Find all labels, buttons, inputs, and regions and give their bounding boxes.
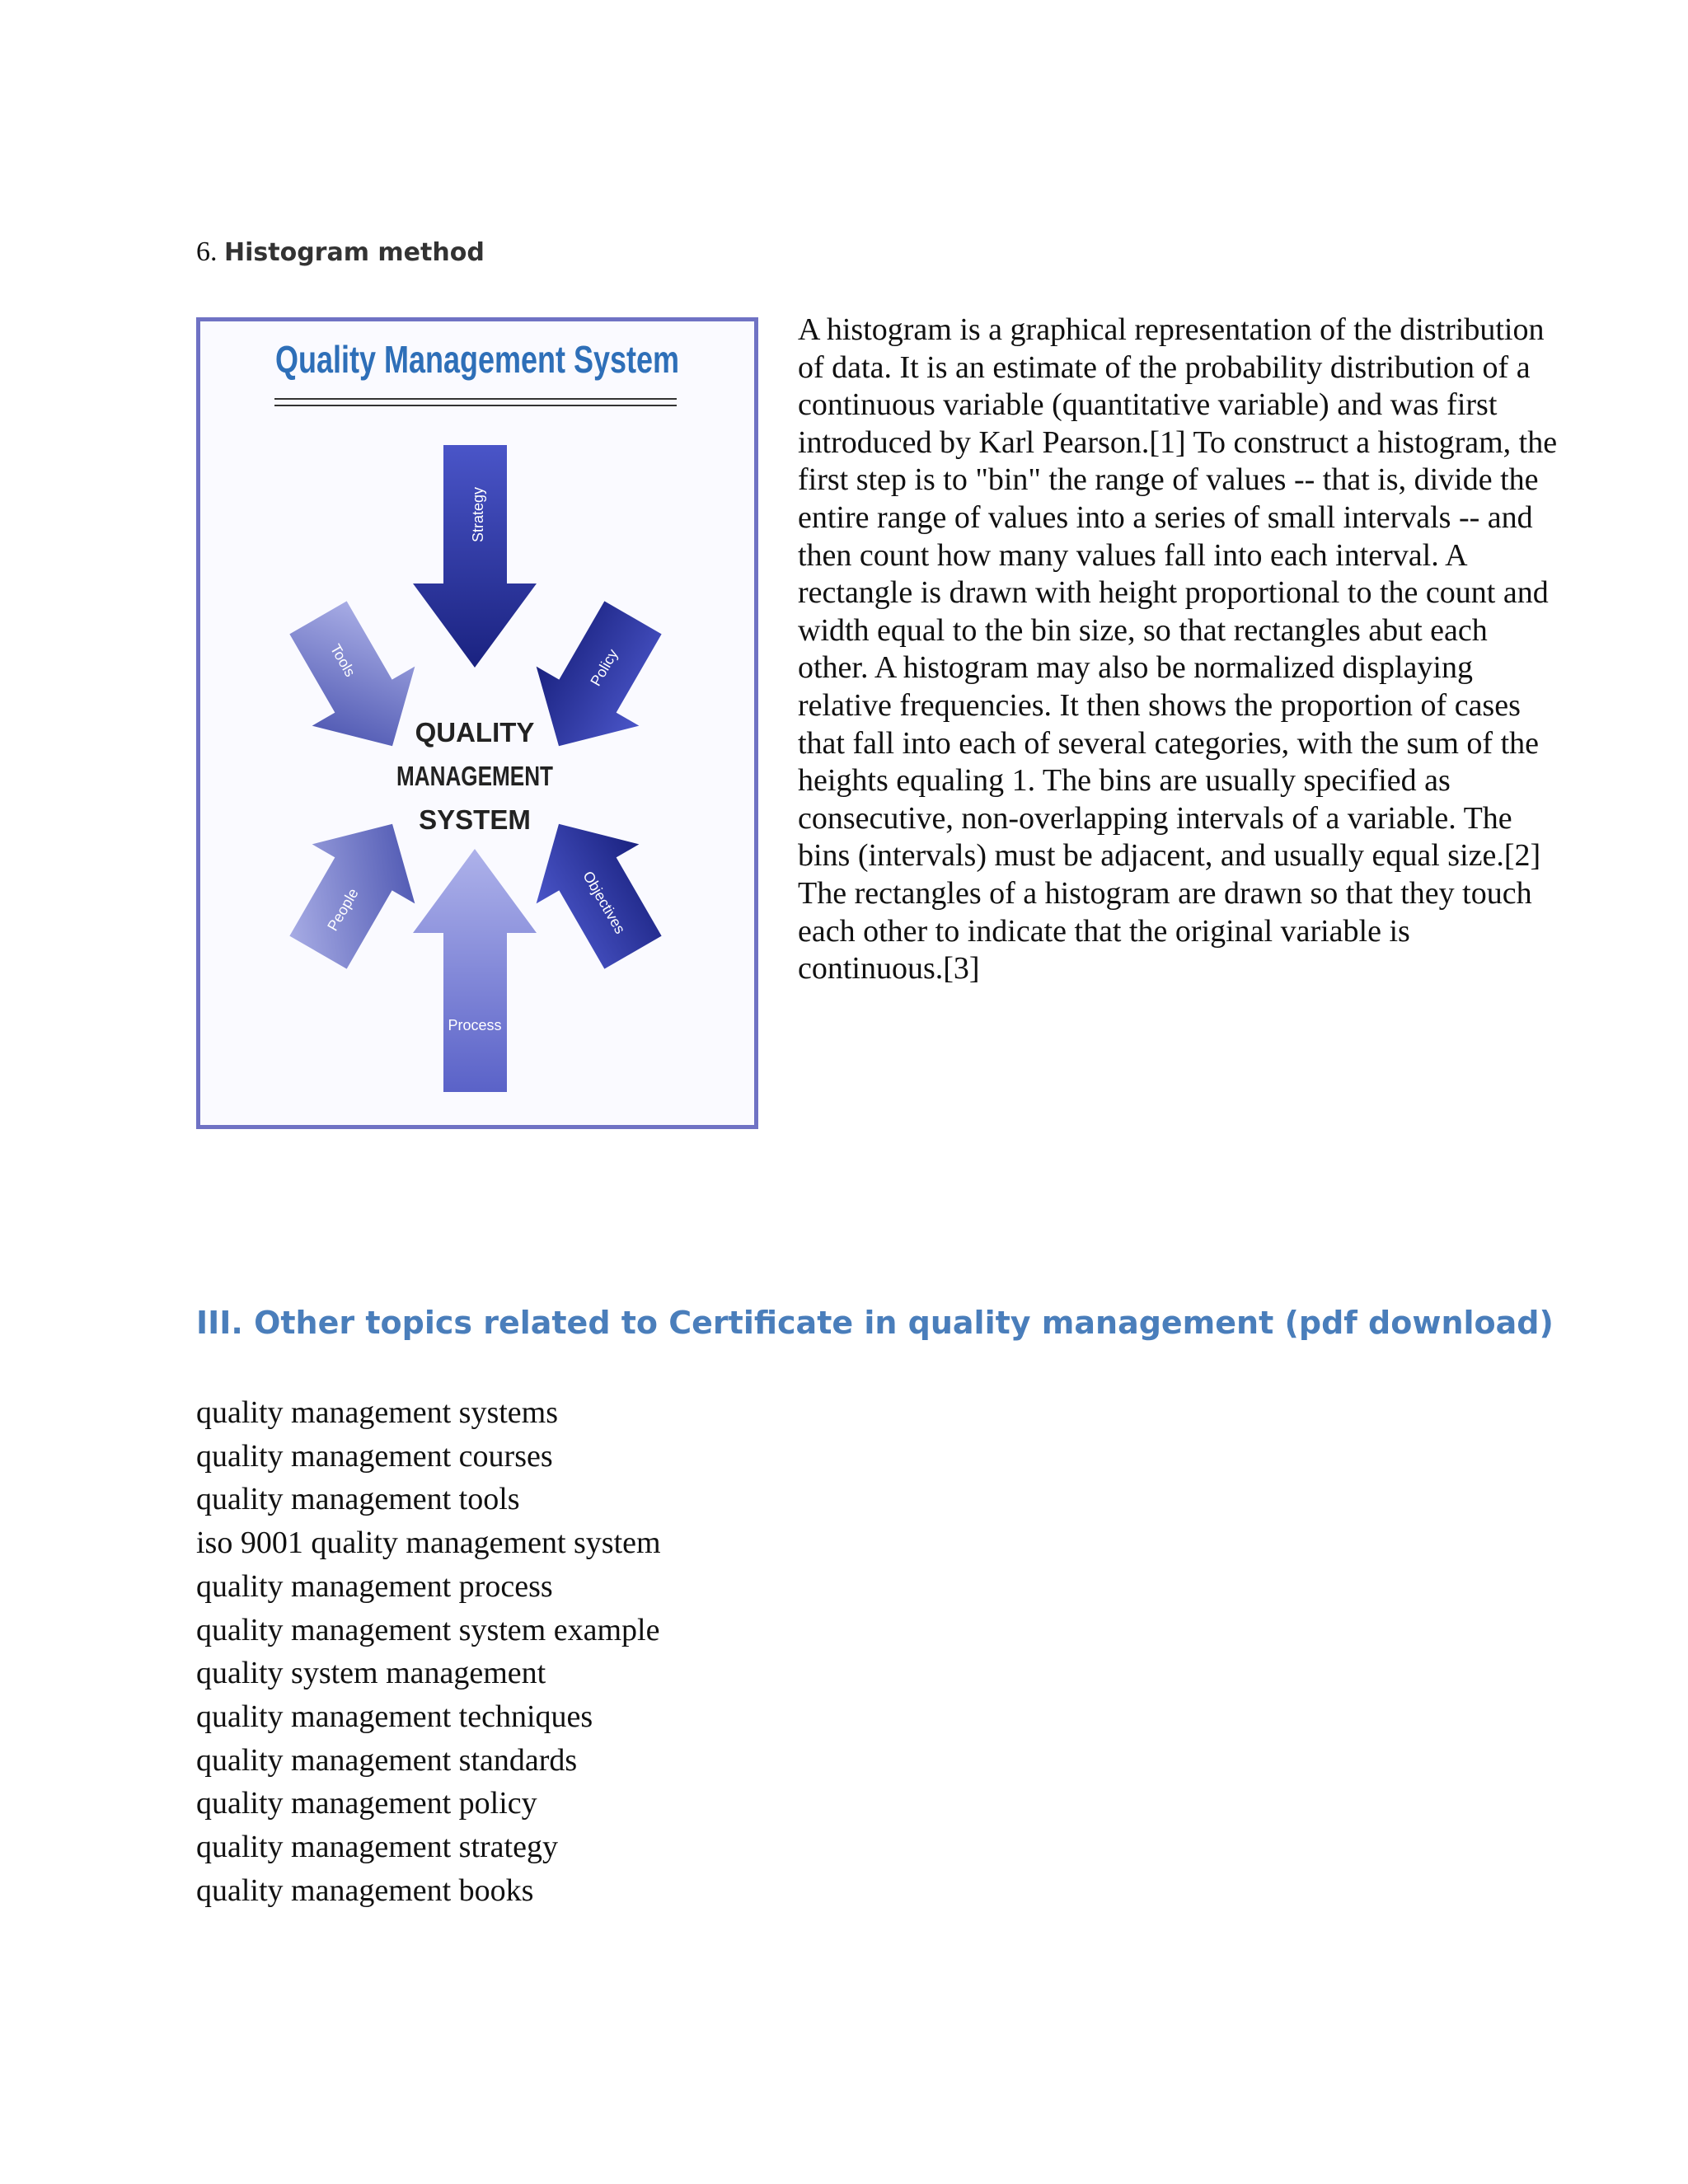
process-arrow bbox=[413, 849, 537, 1092]
list-item: iso 9001 quality management system bbox=[196, 1526, 661, 1561]
people-label: People bbox=[324, 885, 362, 934]
tools-label: Tools bbox=[326, 641, 359, 680]
objectives-label: Objectives bbox=[579, 868, 629, 937]
people-arrow bbox=[267, 794, 444, 982]
list-item: quality system management bbox=[196, 1656, 546, 1691]
list-item: quality management standards bbox=[196, 1742, 578, 1778]
strategy-arrow bbox=[413, 445, 537, 668]
list-item: quality management books bbox=[196, 1872, 534, 1908]
policy-label: Policy bbox=[587, 646, 621, 689]
center-line-3: SYSTEM bbox=[419, 804, 531, 835]
center-label bbox=[396, 717, 553, 835]
center-line-1: QUALITY bbox=[415, 717, 535, 748]
section-heading bbox=[196, 237, 485, 268]
section-number: 6. bbox=[196, 237, 218, 267]
process-label: Process bbox=[448, 1017, 502, 1033]
histogram-paragraph: A histogram is a graphical representation of the distribution of data. It is an estimate of the probability distribution of a continuous variable (quantitative variable) and was first introduced by Karl Pearson.[1] To construct a histogram, the first step is to "bin" the range of values -- that is, divide the entire range of values into a series of small intervals -- and then count how many values fall into each interval. A rectangle is drawn with height proportional to the count and width equal to the bin size, so that rectangles abut each other. A histogram may also be normalized displaying relative frequencies. It then shows the proportion of cases that fall into each of several categories, with the sum of the heights equaling 1. The bins are usually specified as consecutive, non-overlapping intervals of a variable. The bins (intervals) must be adjacent, and usually equal size.[2] The rectangles of a histogram are drawn so that they touch each other to indicate that the original variable is continuous.[3] bbox=[798, 312, 1558, 987]
list-item: quality management process bbox=[196, 1568, 553, 1604]
policy-arrow bbox=[508, 588, 685, 776]
list-item: quality management system example bbox=[196, 1612, 660, 1647]
center-line-2: MANAGEMENT bbox=[396, 761, 553, 791]
list-item: quality management strategy bbox=[196, 1830, 558, 1865]
list-item: quality management policy bbox=[196, 1786, 537, 1821]
strategy-label: Strategy bbox=[470, 486, 486, 542]
qms-diagram-figure bbox=[196, 317, 758, 1129]
topics-heading: III. Other topics related to Certificate in quality management (pdf download) bbox=[196, 1305, 1554, 1341]
topics-list bbox=[196, 1391, 661, 1912]
objectives-arrow bbox=[508, 794, 685, 982]
list-item: quality management tools bbox=[196, 1482, 520, 1517]
diagram-title: Quality Management System bbox=[275, 338, 679, 381]
list-item: quality management techniques bbox=[196, 1699, 593, 1734]
list-item: quality management courses bbox=[196, 1438, 553, 1474]
qms-diagram bbox=[200, 321, 754, 1125]
list-item: quality management systems bbox=[196, 1395, 559, 1430]
section-title: Histogram method bbox=[224, 238, 485, 267]
tools-arrow bbox=[267, 588, 444, 776]
